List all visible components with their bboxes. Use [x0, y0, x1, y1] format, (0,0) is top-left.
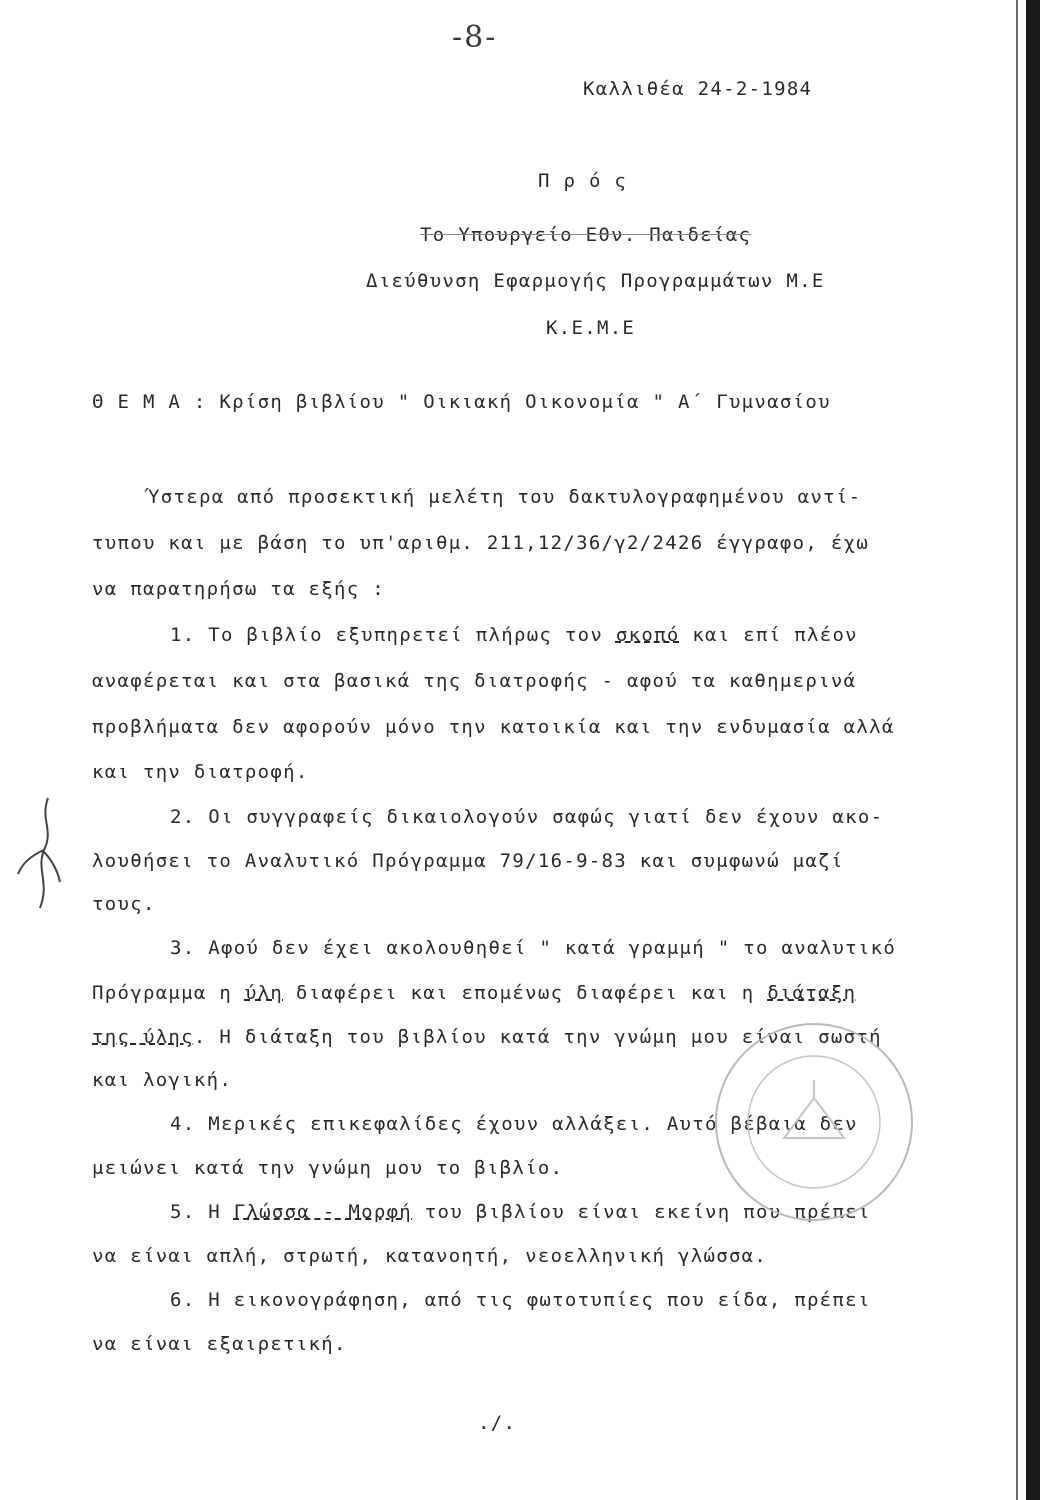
item6-line-2: να είναι εξαιρετική. — [92, 1333, 347, 1355]
item4-line-2: μειώνει κατά την γνώμη μου το βιβλίο. — [92, 1157, 564, 1179]
item1-line-4: και την διατροφή. — [92, 761, 309, 783]
item3-line-4: και λογική. — [92, 1069, 233, 1091]
item1-line-1a: 1. Το βιβλίο εξυπηρετεί πλήρως τον — [170, 624, 616, 646]
item6-line-1: 6. Η εικονογράφηση, από τις φωτοτυπίες που είδα, πρέπει — [170, 1289, 871, 1311]
item2-line-3: τους. — [92, 893, 156, 915]
item5-line-1b: του βιβλίου είναι εκείνη που πρέπει — [412, 1201, 871, 1223]
intro-line-2: τυπου και με βάση το υπ'αριθμ. 211,12/36/γ2/2426 έγγραφο, έχω — [92, 532, 870, 554]
item3-underlined-of-matter: της ύλης — [92, 1026, 194, 1048]
item3-line-3b: . Η διάταξη του βιβλίου κατά την γνώμη μου είναι σωστή — [193, 1026, 882, 1048]
item3-underlined-arrangement: διάταξη — [767, 982, 857, 1004]
item1-line-1b: και επί πλέον — [679, 624, 858, 646]
item2-line-2: λουθήσει το Αναλυτικό Πρόγραμμα 79/16-9-83 και συμφωνώ μαζί — [92, 850, 844, 872]
item2-line-1: 2. Οι συγγραφείς δικαιολογούν σαφώς γιατί δεν έχουν ακο- — [170, 806, 884, 828]
item3-line-2 — [92, 982, 856, 1004]
page-number: -8- — [452, 20, 498, 55]
item1-line-3: προβλήματα δεν αφορούν μόνο την κατοικία και την ενδυμασία αλλά — [92, 716, 895, 738]
item3-underlined-matter: ύλη — [244, 982, 284, 1004]
intro-line-3: να παρατηρήσω τα εξής : — [92, 578, 385, 600]
item5-line-2: να είναι απλή, στρωτή, κατανοητή, νεοελληνική γλώσσα. — [92, 1245, 768, 1267]
to-label: Π ρ ό ς — [538, 170, 628, 192]
item1-line-2: αναφέρεται και στα βασικά της διατροφής - αφού τα καθημερινά — [92, 670, 857, 692]
item3-line-2b: διαφέρει και επομένως διαφέρει και η — [283, 982, 768, 1004]
intro-line-1: Ύστερα από προσεκτική μελέτη του δακτυλογραφημένου αντί- — [148, 486, 862, 508]
recipient-ministry: Το Υπουργείο Εθν. Παιδείας — [420, 224, 752, 246]
item3-line-1: 3. Αφού δεν έχει ακολουθηθεί " κατά γραμμή " το αναλυτικό — [170, 937, 897, 959]
scan-edge-line — [1016, 0, 1018, 1500]
recipient-directorate: Διεύθυνση Εφαρμογής Προγραμμάτων Μ.Ε — [366, 270, 825, 292]
margin-signature — [10, 790, 70, 920]
official-stamp — [712, 1020, 917, 1225]
item3-line-2a: Πρόγραμμα η — [92, 982, 245, 1004]
continuation-mark: ./. — [478, 1412, 517, 1434]
item4-line-1: 4. Μερικές επικεφαλίδες έχουν αλλάξει. Αυτό βέβαια δεν — [170, 1113, 858, 1135]
item1-underlined-purpose: σκοπό — [615, 624, 680, 646]
subject-line: Θ Ε Μ Α : Κρίση βιβλίου " Οικιακή Οικονομία " Α΄ Γυμνασίου — [92, 391, 831, 413]
place-date: Καλλιθέα 24-2-1984 — [583, 78, 813, 100]
item5-underlined-language: Γλώσσα - Μορφή — [233, 1201, 413, 1223]
item5-line-1a: 5. Η — [170, 1201, 234, 1223]
item1-line-1 — [170, 624, 858, 646]
scan-edge — [1026, 0, 1040, 1500]
recipient-keme: Κ.Ε.Μ.Ε — [546, 317, 636, 339]
